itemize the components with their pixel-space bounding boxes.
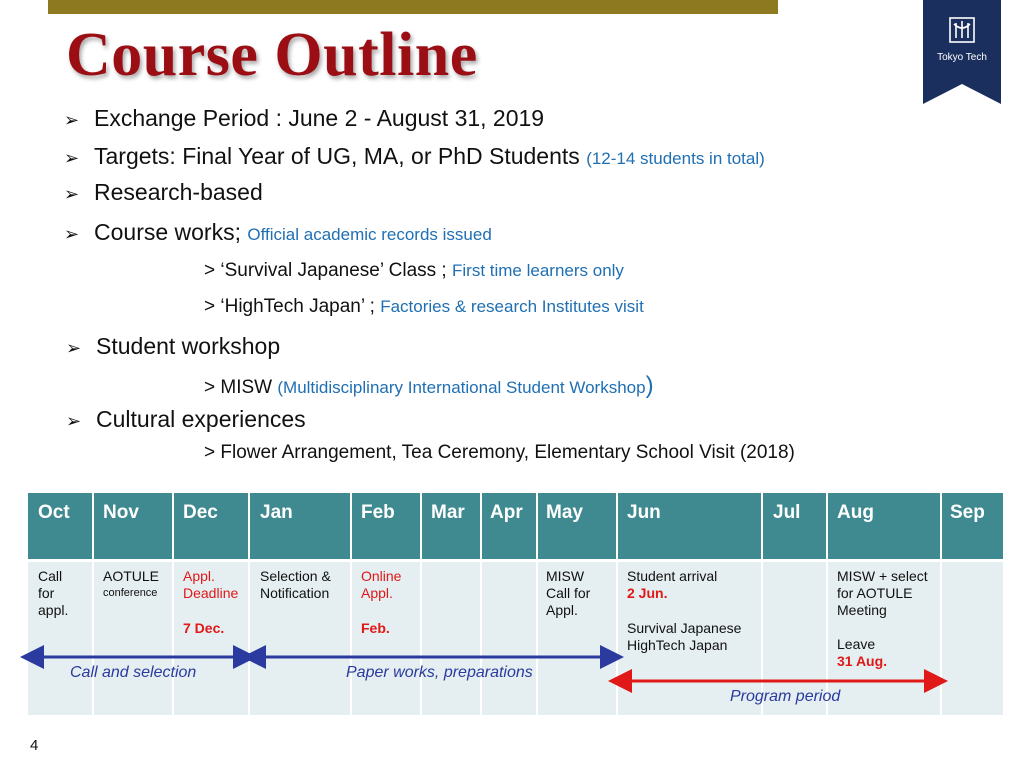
month-header-nov: Nov: [103, 502, 139, 523]
bullet-arrow-icon: ➢: [64, 184, 80, 205]
month-header-mar: Mar: [431, 502, 465, 523]
leave-date: 31 Aug.: [837, 653, 888, 669]
column-divider: [940, 493, 942, 715]
bullet-arrow-icon: ➢: [66, 338, 82, 359]
arrival-date: 2 Jun.: [627, 585, 668, 601]
bullet-targets: ➢ Targets: Final Year of UG, MA, or PhD Students (12-14 students in total): [64, 143, 765, 169]
month-header-aug: Aug: [837, 502, 874, 523]
period-label-call-selection: Call and selection: [70, 664, 197, 681]
targets-note: (12-14 students in total): [586, 149, 765, 168]
timeline-row-divider: [28, 559, 1003, 562]
top-accent-bar: [48, 0, 778, 14]
sub-survival-japanese: > ‘Survival Japanese’ Class ; First time learners only: [204, 260, 624, 281]
cell-jun: Student arrival 2 Jun. Survival Japanese HighTech Japan: [627, 568, 742, 653]
bullet-exchange-period: ➢ Exchange Period : June 2 - August 31, 2019: [64, 105, 545, 131]
sub-cultural-activities: > Flower Arrangement, Tea Ceremony, Elementary School Visit (2018): [204, 442, 795, 463]
bullet-student-workshop: ➢ Student workshop: [66, 333, 281, 359]
column-divider: [616, 493, 618, 715]
bullet-arrow-icon: ➢: [64, 148, 80, 169]
cell-dec: Appl. Deadline 7 Dec.: [183, 568, 239, 636]
month-header-dec: Dec: [183, 502, 218, 523]
month-header-may: May: [546, 502, 583, 523]
bullet-research: ➢ Research-based: [64, 179, 263, 205]
sub-misw: > MISW (Multidisciplinary International Student Workshop): [204, 372, 654, 399]
period-label-paper-works: Paper works, preparations: [346, 664, 533, 681]
cell-feb: Online Appl. Feb.: [361, 568, 402, 636]
bullet-cultural-experiences: ➢ Cultural experiences: [66, 406, 306, 432]
sub-hightech-japan: > ‘HighTech Japan’ ; Factories & research Institutes visit: [204, 296, 644, 317]
column-divider: [248, 493, 250, 715]
cell-jan: Selection & Notification: [260, 568, 331, 601]
logo-text: Tokyo Tech: [937, 52, 987, 63]
misw-note: (Multidisciplinary International Student Workshop: [277, 378, 646, 397]
column-divider: [761, 493, 763, 715]
month-header-apr: Apr: [490, 502, 523, 523]
month-header-jun: Jun: [627, 502, 661, 523]
month-header-sep: Sep: [950, 502, 985, 523]
bullet-arrow-icon: ➢: [64, 224, 80, 245]
cell-nov: AOTULE conference: [103, 568, 160, 599]
bullet-course-works: ➢ Course works; Official academic records issued: [64, 219, 492, 245]
page-number: 4: [30, 737, 39, 754]
online-appl-date: Feb.: [361, 620, 390, 636]
column-divider: [826, 493, 828, 715]
cell-aug: MISW + select for AOTULE Meeting Leave 31 Aug.: [837, 568, 928, 669]
cell-oct: Call for appl.: [38, 568, 69, 618]
deadline-date: 7 Dec.: [183, 620, 225, 636]
cell-may: MISW Call for Appl.: [546, 568, 591, 618]
slide-title: Course Outline: [66, 21, 478, 89]
bullet-arrow-icon: ➢: [64, 110, 80, 131]
month-header-oct: Oct: [38, 502, 70, 523]
course-works-note: Official academic records issued: [247, 225, 492, 244]
period-label-program: Program period: [730, 688, 841, 705]
month-header-feb: Feb: [361, 502, 395, 523]
hightech-japan-note: Factories & research Institutes visit: [380, 297, 644, 316]
bullet-arrow-icon: ➢: [66, 411, 82, 432]
column-divider: [536, 493, 538, 715]
month-header-jul: Jul: [773, 502, 801, 523]
month-header-jan: Jan: [260, 502, 293, 523]
survival-japanese-note: First time learners only: [452, 261, 624, 280]
